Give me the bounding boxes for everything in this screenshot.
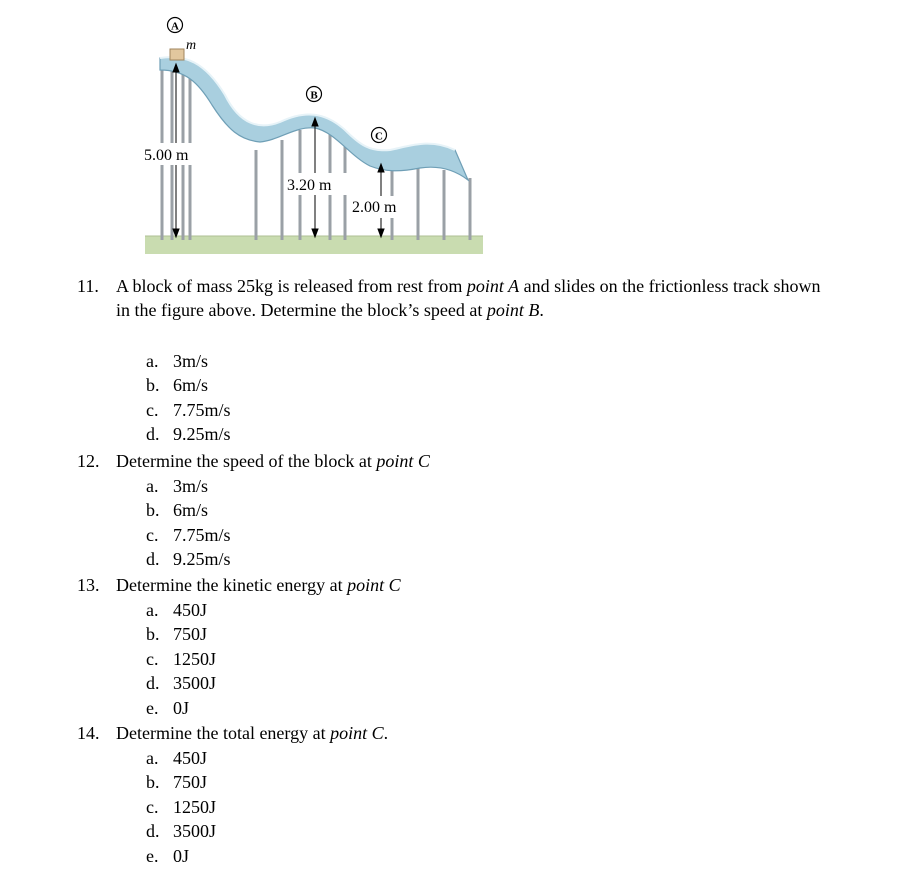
- option-14c: c. 1250J: [146, 797, 217, 817]
- question-11: [77, 275, 837, 322]
- option-11c: c. 7.75m/s: [146, 400, 231, 420]
- question-13: [77, 574, 837, 598]
- question-number: 12.: [77, 451, 100, 471]
- option-14d: d. 3500J: [146, 821, 217, 841]
- point-c-marker: [372, 128, 387, 143]
- svg-text:C: C: [375, 130, 383, 143]
- option-13b: b. 750J: [146, 624, 208, 644]
- ground: [145, 236, 483, 254]
- point-b-marker: [307, 87, 322, 102]
- mass-label: m: [186, 38, 197, 53]
- option-14a: a. 450J: [146, 748, 208, 768]
- option-12d: d. 9.25m/s: [146, 549, 231, 569]
- question-number: 11.: [77, 276, 99, 296]
- roller-track-figure: [0, 0, 916, 270]
- option-11a: a. 3m/s: [146, 351, 209, 371]
- height-a-label: 5.00 m: [144, 147, 189, 164]
- height-c-label: 2.00 m: [352, 199, 397, 216]
- option-11b: b. 6m/s: [146, 375, 209, 395]
- mass-block: [170, 49, 184, 60]
- question-stem: Determine the speed of the block at point C: [116, 451, 430, 471]
- question-number: 13.: [77, 575, 100, 595]
- height-b-label: 3.20 m: [287, 177, 332, 194]
- question-stem: Determine the total energy at point C.: [116, 723, 389, 743]
- question-stem: Determine the kinetic energy at point C: [116, 575, 401, 595]
- option-13c: c. 1250J: [146, 649, 217, 669]
- option-12b: b. 6m/s: [146, 500, 209, 520]
- option-14b: b. 750J: [146, 772, 208, 792]
- option-12c: c. 7.75m/s: [146, 525, 231, 545]
- question-number: 14.: [77, 723, 100, 743]
- option-12a: a. 3m/s: [146, 476, 209, 496]
- question-12: [77, 450, 837, 474]
- svg-text:A: A: [171, 20, 179, 33]
- option-13d: d. 3500J: [146, 673, 217, 693]
- svg-text:B: B: [310, 89, 318, 102]
- track: [160, 57, 468, 180]
- option-13e: e. 0J: [146, 698, 190, 718]
- question-stem: A block of mass 25kg is released from rest from point A and slides on the frictionless track shown in the figure above. Determine the block’s speed at point B.: [116, 276, 821, 320]
- option-13a: a. 450J: [146, 600, 208, 620]
- point-a-marker: [168, 18, 183, 33]
- option-14e: e. 0J: [146, 846, 190, 866]
- question-14: [77, 722, 837, 746]
- option-11d: d. 9.25m/s: [146, 424, 231, 444]
